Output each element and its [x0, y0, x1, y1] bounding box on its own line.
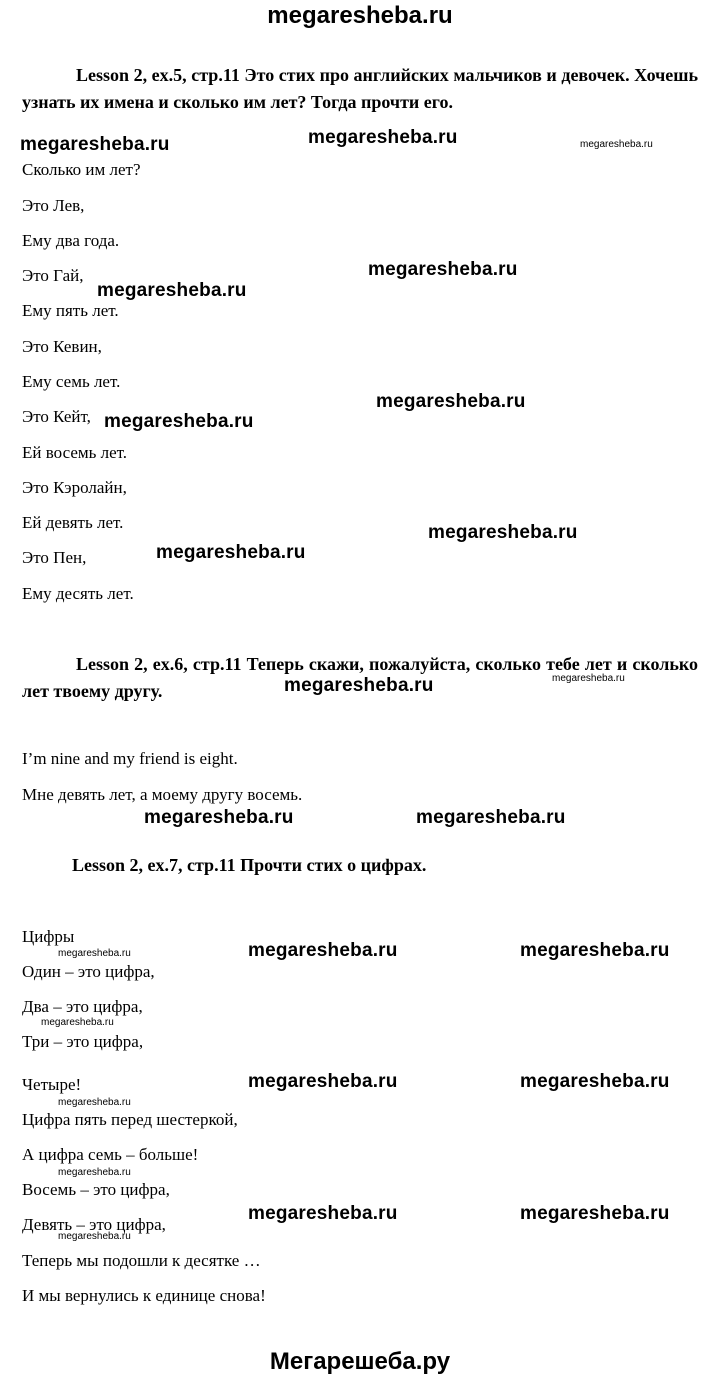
watermark: megaresheba.ru: [376, 391, 526, 412]
poem-line: Восемь – это цифра,: [22, 1180, 170, 1199]
lesson-2-ex-6-heading: Lesson 2, ex.6, стр.11 Теперь скажи, пожалуйста, сколько тебе лет и сколько лет твоему другу.: [22, 654, 698, 701]
watermark: megaresheba.ru: [156, 542, 306, 563]
site-footer-title: Мегарешеба.ру: [269, 1348, 451, 1375]
watermark: megaresheba.ru: [97, 280, 247, 301]
poem-line: Два – это цифра,: [22, 997, 143, 1016]
poem-line: Цифры: [22, 927, 75, 946]
watermark: megaresheba.ru: [248, 1071, 398, 1092]
poem-line: Четыре!: [22, 1075, 82, 1094]
watermark: megaresheba.ru: [520, 940, 670, 961]
poem-line: Девять – это цифра,: [22, 1215, 166, 1234]
watermark: megaresheba.ru: [248, 940, 398, 961]
lesson-2-ex-5-heading: Lesson 2, ex.5, стр.11 Это стих про английских мальчиков и девочек. Хочешь узнать их имена и сколько им лет? Тогда прочти его.: [22, 65, 698, 112]
watermark: megaresheba.ru: [20, 134, 170, 155]
watermark: megaresheba.ru: [308, 127, 458, 148]
poem-line: Ему два года.: [22, 231, 120, 250]
answer-line: Мне девять лет, а моему другу восемь.: [22, 785, 303, 804]
poem-line: Это Кейт,: [22, 407, 91, 426]
poem-line: Это Гай,: [22, 266, 84, 285]
poem-line: Ей восемь лет.: [22, 443, 128, 462]
watermark: megaresheba.ru: [416, 807, 566, 828]
watermark: megaresheba.ru: [284, 675, 434, 696]
watermark: megaresheba.ru: [428, 522, 578, 543]
watermark-small: megaresheba.ru: [41, 1017, 114, 1028]
watermark-small: megaresheba.ru: [58, 1097, 131, 1108]
poem-line: Ему семь лет.: [22, 372, 121, 391]
watermark: megaresheba.ru: [144, 807, 294, 828]
poem-line: А цифра семь – больше!: [22, 1145, 199, 1164]
watermark: megaresheba.ru: [520, 1071, 670, 1092]
poem-line: Цифра пять перед шестеркой,: [22, 1110, 238, 1129]
watermark: megaresheba.ru: [520, 1203, 670, 1224]
poem-line: Ей девять лет.: [22, 513, 124, 532]
poem-line: Ему десять лет.: [22, 584, 134, 603]
poem-line: Это Кевин,: [22, 337, 102, 356]
poem-line: Это Пен,: [22, 548, 87, 567]
poem-line: Это Лев,: [22, 196, 85, 215]
poem-line: Теперь мы подошли к десятке …: [22, 1251, 261, 1270]
poem-line: Это Кэролайн,: [22, 478, 127, 497]
watermark-small: megaresheba.ru: [58, 1231, 131, 1242]
site-header-title: megaresheba.ru: [267, 2, 453, 29]
poem-line: Один – это цифра,: [22, 962, 155, 981]
answer-line: I’m nine and my friend is eight.: [22, 749, 238, 768]
watermark-small: megaresheba.ru: [580, 139, 653, 150]
lesson-2-ex-7-heading: Lesson 2, ex.7, стр.11 Прочти стих о цифрах.: [72, 855, 427, 875]
watermark: megaresheba.ru: [368, 259, 518, 280]
watermark-small: megaresheba.ru: [552, 673, 625, 684]
watermark: megaresheba.ru: [248, 1203, 398, 1224]
watermark-small: megaresheba.ru: [58, 948, 131, 959]
poem-line: Ему пять лет.: [22, 301, 119, 320]
watermark: megaresheba.ru: [104, 411, 254, 432]
watermark-small: megaresheba.ru: [58, 1167, 131, 1178]
poem-line: Три – это цифра,: [22, 1032, 144, 1051]
poem-line: Сколько им лет?: [22, 160, 141, 179]
poem-line: И мы вернулись к единице снова!: [22, 1286, 266, 1305]
